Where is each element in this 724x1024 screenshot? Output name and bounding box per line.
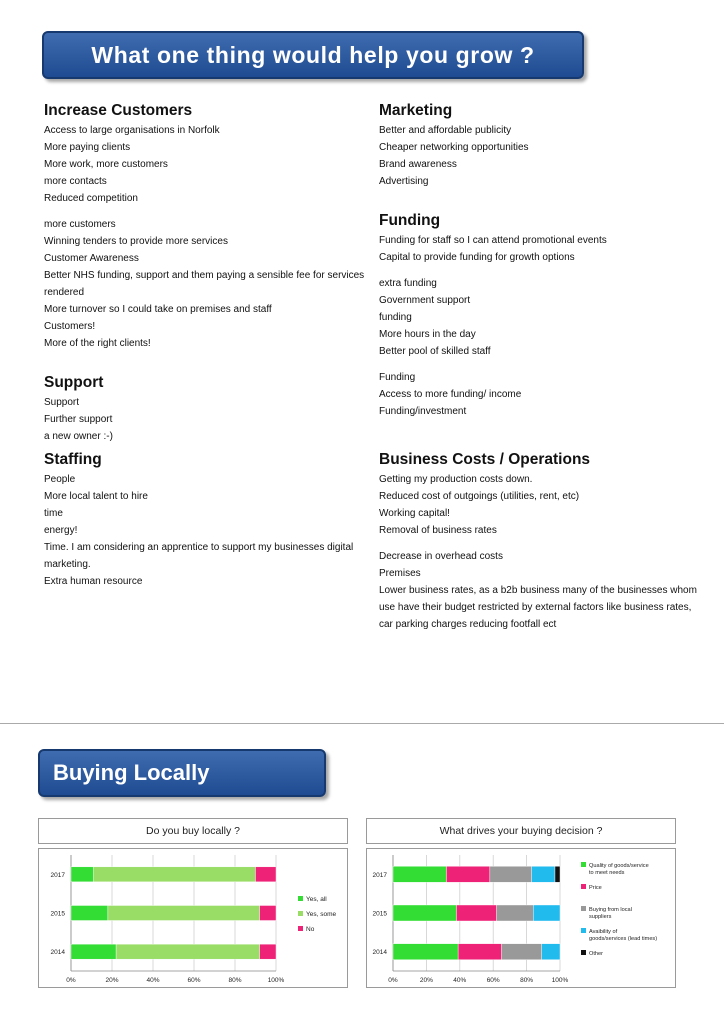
x-tick-label: 0%: [66, 977, 76, 984]
x-tick-label: 60%: [486, 977, 500, 984]
section-line: Getting my production costs down.: [379, 474, 533, 485]
bar-segment: [71, 944, 116, 959]
legend-label: No: [306, 926, 315, 933]
section-line: Removal of business rates: [379, 525, 497, 536]
x-tick-label: 80%: [228, 977, 242, 984]
x-tick-label: 60%: [187, 977, 201, 984]
section-line: More work, more customers: [44, 159, 168, 170]
x-tick-label: 80%: [520, 977, 534, 984]
section-line: more contacts: [44, 176, 107, 187]
section-line: Lower business rates, as a b2b business many of the businesses whom: [379, 585, 697, 596]
bar-segment: [490, 866, 532, 882]
section-line: energy!: [44, 525, 78, 536]
section-line: Better NHS funding, support and them paying a sensible fee for services: [44, 270, 365, 281]
section-line: Funding/investment: [379, 406, 467, 417]
bar-segment: [393, 944, 458, 960]
bar-segment: [94, 867, 256, 882]
bar-segment: [542, 944, 560, 960]
section-marketing: [379, 102, 709, 190]
chart-1-svg: [39, 849, 347, 987]
section-line: More paying clients: [44, 142, 131, 153]
x-tick-label: 0%: [388, 977, 398, 984]
legend-swatch: [298, 911, 303, 916]
section-line: Further support: [44, 414, 113, 425]
section-line: a new owner :-): [44, 431, 113, 442]
section-line: More turnover so I could take on premises and staff: [44, 304, 272, 315]
section-line: People: [44, 474, 76, 485]
category-label: 2017: [50, 871, 65, 879]
section-line: Extra human resource: [44, 576, 143, 587]
legend-swatch: [581, 928, 586, 933]
section-divider: [0, 723, 724, 724]
bar-segment: [71, 906, 108, 921]
chart-2-svg: [367, 849, 675, 987]
chart-2: [366, 848, 676, 988]
section-heading: Marketing: [379, 102, 453, 119]
section-line: Decrease in overhead costs: [379, 551, 503, 562]
bar-segment: [458, 944, 501, 960]
section-line: Winning tenders to provide more services: [44, 236, 228, 247]
section-line: Access to more funding/ income: [379, 389, 522, 400]
chart-1-title: Do you buy locally ?: [146, 825, 240, 837]
section-line: Government support: [379, 295, 471, 306]
bar-segment: [116, 944, 260, 959]
x-tick-label: 100%: [551, 977, 569, 984]
chart-1-title-box: [38, 818, 348, 844]
x-tick-label: 100%: [267, 977, 285, 984]
section-line: funding: [379, 312, 412, 323]
legend-swatch: [581, 950, 586, 955]
legend-swatch: [298, 896, 303, 901]
section-line: Funding: [379, 372, 416, 383]
legend-label: Yes, all: [306, 896, 327, 903]
section-line: More local talent to hire: [44, 491, 148, 502]
legend-swatch: [298, 926, 303, 931]
bar-segment: [446, 866, 489, 882]
x-tick-label: 40%: [146, 977, 160, 984]
category-label: 2014: [50, 949, 65, 957]
section-heading: Funding: [379, 212, 441, 229]
section-line: Customer Awareness: [44, 253, 139, 264]
section-staffing: [44, 451, 374, 590]
section-line: rendered: [44, 287, 85, 298]
page-title: What one thing would help you grow ?: [91, 41, 535, 68]
section-line: Cheaper networking opportunities: [379, 142, 529, 153]
section-line: Better pool of skilled staff: [379, 346, 491, 357]
bar-segment: [256, 867, 277, 882]
section-line: Better and affordable publicity: [379, 125, 512, 136]
legend-label: Buying from local suppliers: [589, 907, 632, 920]
section-line: More of the right clients!: [44, 338, 151, 349]
section-line: Reduced competition: [44, 193, 138, 204]
category-label: 2015: [50, 910, 65, 918]
x-tick-label: 20%: [419, 977, 433, 984]
section-funding: [379, 212, 709, 420]
section-business-costs: [379, 451, 709, 633]
bar-segment: [108, 906, 260, 921]
section-heading: Increase Customers: [44, 102, 193, 119]
section-line: time: [44, 508, 63, 519]
x-tick-label: 40%: [453, 977, 467, 984]
section-line: Working capital!: [379, 508, 450, 519]
buying-locally-banner: [38, 749, 326, 797]
legend-label: Avaibility of goods/services (lead times): [589, 929, 658, 942]
section-line: extra funding: [379, 278, 437, 289]
section-line: Support: [44, 397, 80, 408]
chart-2-title-box: [366, 818, 676, 844]
legend-swatch: [581, 906, 586, 911]
category-label: 2017: [372, 871, 387, 879]
bar-segment: [497, 905, 534, 921]
section-increase-customers: [44, 102, 374, 352]
section-line: Advertising: [379, 176, 429, 187]
bar-segment: [393, 866, 446, 882]
section-line: Reduced cost of outgoings (utilities, rent, etc): [379, 491, 580, 502]
section-line: More hours in the day: [379, 329, 476, 340]
section-line: Premises: [379, 568, 421, 579]
section-heading: Support: [44, 374, 104, 391]
category-label: 2015: [372, 910, 387, 918]
bar-segment: [393, 905, 456, 921]
bar-segment: [555, 866, 560, 882]
chart-2-title: What drives your buying decision ?: [439, 825, 603, 837]
section-support: [44, 374, 374, 445]
section-line: Access to large organisations in Norfolk: [44, 125, 220, 136]
section-line: Customers!: [44, 321, 96, 332]
legend-swatch: [581, 884, 586, 889]
bar-segment: [532, 866, 555, 882]
legend-label: Yes, some: [306, 911, 337, 918]
section-line: Funding for staff so I can attend promotional events: [379, 235, 607, 246]
section-line: Capital to provide funding for growth options: [379, 252, 575, 263]
legend-label: Other: [589, 951, 603, 957]
bar-segment: [456, 905, 496, 921]
section-heading: Staffing: [44, 451, 102, 468]
section-line: more customers: [44, 219, 116, 230]
page-title-banner: [42, 31, 584, 79]
section-line: Time. I am considering an apprentice to support my businesses digital: [44, 542, 354, 553]
legend-label: Price: [589, 885, 602, 891]
bar-segment: [533, 905, 560, 921]
section-line: marketing.: [44, 559, 91, 570]
bar-segment: [260, 944, 276, 959]
legend-swatch: [581, 862, 586, 867]
bar-segment: [260, 906, 276, 921]
section-line: use have their budget restricted by external factors like business rates,: [379, 602, 692, 613]
section-line: Brand awareness: [379, 159, 457, 170]
chart-1: [38, 848, 348, 988]
section-line: car parking charges reducing footfall ect: [379, 619, 557, 630]
category-label: 2014: [372, 949, 387, 957]
legend-label: Quality of goods/service to meet needs: [589, 863, 649, 876]
buying-locally-title: Buying Locally: [53, 760, 210, 785]
bar-segment: [71, 867, 94, 882]
x-tick-label: 20%: [105, 977, 119, 984]
bar-segment: [502, 944, 542, 960]
section-heading: Business Costs / Operations: [379, 451, 591, 468]
